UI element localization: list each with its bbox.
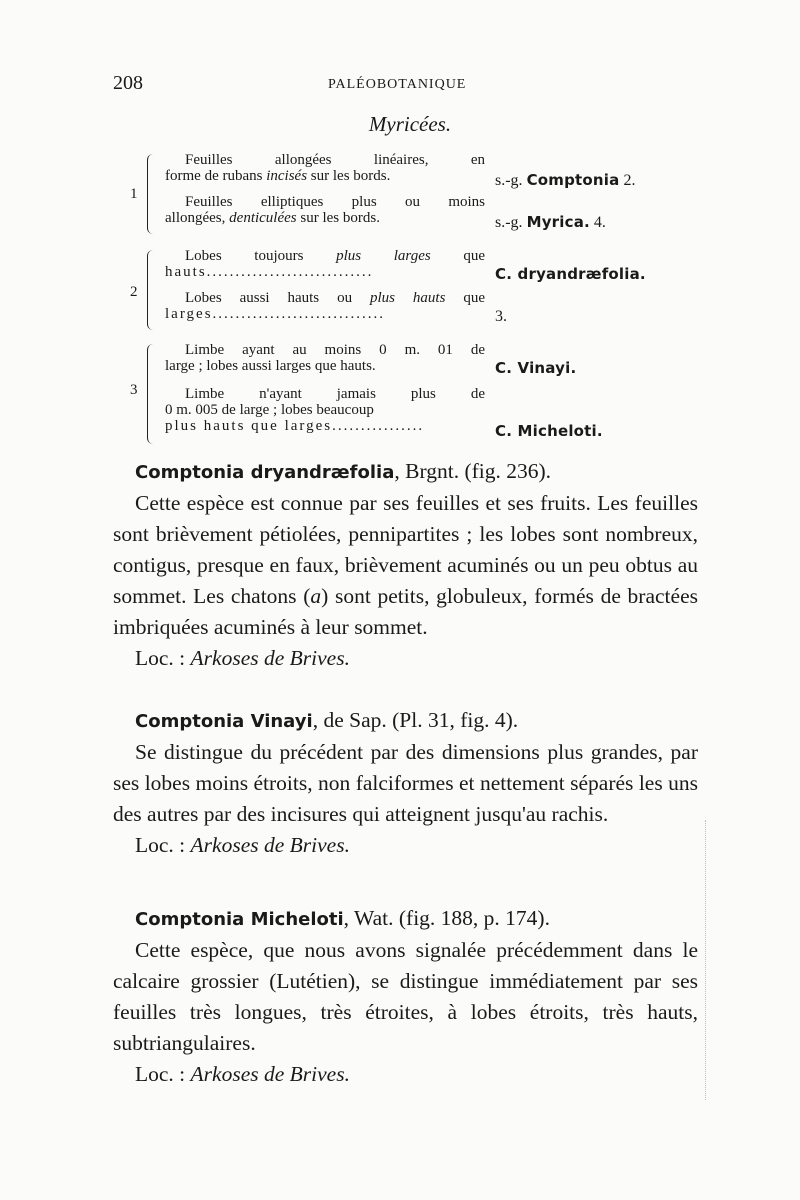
key-couplet: Feuilles allongées linéaires, en forme de rubans incisés sur les bords. — [165, 152, 485, 184]
key-result: C. Micheloti. — [495, 422, 603, 440]
key-couplet: Limbe ayant au moins 0 m. 01 de large ; lobes aussi larges que hauts. — [165, 342, 485, 374]
species-heading: Comptonia dryandræfolia, Brgnt. (fig. 236). — [135, 459, 552, 483]
species-description: Se distingue du précédent par des dimensions plus grandes, par ses lobes moins étroits, non falciformes et nettement séparés les uns des autres par des incisures qui atteignent jusqu'au rachis. — [113, 740, 698, 826]
key-group-3 — [125, 342, 685, 447]
margin-scan-marks — [705, 820, 708, 1100]
species-entry — [113, 456, 698, 674]
key-result: C. Vinayi. — [495, 359, 577, 377]
key-group-2 — [125, 248, 685, 333]
species-description: Cette espèce est connue par ses feuilles et ses fruits. Les feuilles sont brièvement pétiolées, pennipartites ; les lobes sont nombreux, contigus, presque en faux, brièvement acuminés ou un peu obtus au sommet. Les chatons (a) sont petits, globuleux, formés de bractées imbriquées acuminés à leur sommet. — [113, 491, 698, 639]
species-entry — [113, 705, 698, 861]
key-result: s.-g. Comptonia 2. — [495, 171, 636, 189]
key-couplet: Lobes aussi hauts ou plus hauts que larges.............................. — [165, 290, 485, 322]
key-result: s.-g. Myrica. 4. — [495, 213, 606, 231]
species-entry — [113, 903, 698, 1090]
species-heading: Comptonia Vinayi, de Sap. (Pl. 31, fig. 4). — [135, 708, 519, 732]
brace — [147, 344, 156, 444]
species-description: Cette espèce, que nous avons signalée précédemment dans le calcaire grossier (Lutétien), se distingue immédiatement par ses feuilles très longues, très étroites, à lobes étroits, très hauts, subtriangulaires. — [113, 938, 698, 1055]
key-result: C. dryandræfolia. — [495, 265, 646, 283]
running-title: PALÉOBOTANIQUE — [328, 77, 467, 92]
brace — [147, 250, 156, 330]
page-number: 208 — [113, 72, 143, 94]
brace — [147, 154, 156, 234]
key-result: 3. — [495, 308, 507, 325]
key-couplet: Feuilles elliptiques plus ou moins allongées, denticulées sur les bords. — [165, 194, 485, 226]
key-number: 2 — [130, 284, 138, 300]
species-heading: Comptonia Micheloti, Wat. (fig. 188, p. 174). — [135, 906, 550, 930]
key-couplet: Limbe n'ayant jamais plus de 0 m. 005 de large ; lobes beaucoup plus hauts que larges................ — [165, 386, 485, 434]
key-group-1 — [125, 152, 685, 237]
locality: Loc. : Arkoses de Brives. — [135, 833, 350, 857]
key-couplet: Lobes toujours plus larges que hauts............................. — [165, 248, 485, 280]
section-title: Myricées. — [368, 112, 452, 136]
running-head — [113, 72, 673, 102]
locality: Loc. : Arkoses de Brives. — [135, 646, 350, 670]
key-number: 3 — [130, 382, 138, 398]
key-number: 1 — [130, 186, 138, 202]
locality: Loc. : Arkoses de Brives. — [135, 1062, 350, 1086]
